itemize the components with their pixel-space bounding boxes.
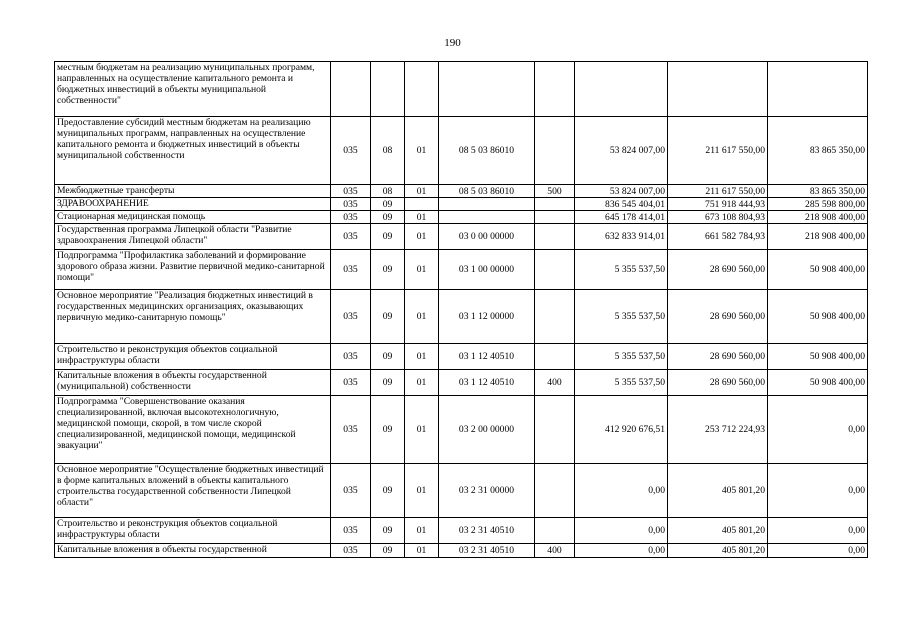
row-name: Капитальные вложения в объекты государственной [55, 544, 331, 558]
amount-year-2: 28 690 560,00 [668, 290, 768, 344]
amount-year-2: 405 801,20 [668, 518, 768, 544]
amount-year-2: 211 617 550,00 [668, 117, 768, 185]
table-row [55, 117, 868, 185]
ministry-code: 035 [331, 370, 371, 396]
expense-type [535, 396, 575, 464]
amount-year-1: 632 833 914,01 [575, 224, 668, 250]
row-name: Строительство и реконструкция объектов социальной инфраструктуры области [55, 518, 331, 544]
amount-year-1: 0,00 [575, 464, 668, 518]
ministry-code: 035 [331, 224, 371, 250]
amount-year-1: 0,00 [575, 518, 668, 544]
target-article: 03 2 31 40510 [439, 518, 535, 544]
ministry-code: 035 [331, 396, 371, 464]
subsection-code: 01 [405, 370, 439, 396]
target-article: 03 1 00 00000 [439, 250, 535, 290]
section-code: 09 [371, 518, 405, 544]
target-article [439, 211, 535, 224]
amount-year-1: 0,00 [575, 544, 668, 558]
expense-type [535, 224, 575, 250]
amount-year-3: 83 865 350,00 [768, 185, 868, 198]
subsection-code: 01 [405, 544, 439, 558]
amount-year-2: 28 690 560,00 [668, 370, 768, 396]
target-article: 03 0 00 00000 [439, 224, 535, 250]
table-row [55, 370, 868, 396]
amount-year-3: 50 908 400,00 [768, 370, 868, 396]
subsection-code: 01 [405, 518, 439, 544]
table-row [55, 464, 868, 518]
amount-year-3: 218 908 400,00 [768, 211, 868, 224]
ministry-code: 035 [331, 211, 371, 224]
target-article: 08 5 03 86010 [439, 117, 535, 185]
expense-type [535, 250, 575, 290]
subsection-code: 01 [405, 224, 439, 250]
target-article: 03 1 12 40510 [439, 344, 535, 370]
amount-year-1: 5 355 537,50 [575, 250, 668, 290]
ministry-code: 035 [331, 464, 371, 518]
amount-year-3: 50 908 400,00 [768, 290, 868, 344]
expense-type: 500 [535, 185, 575, 198]
expense-type [535, 211, 575, 224]
row-name: Капитальные вложения в объекты государственной (муниципальной) собственности [55, 370, 331, 396]
amount-year-2: 211 617 550,00 [668, 185, 768, 198]
target-article [439, 198, 535, 211]
amount-year-1: 5 355 537,50 [575, 344, 668, 370]
table-row [55, 518, 868, 544]
amount-year-1: 5 355 537,50 [575, 290, 668, 344]
ministry-code: 035 [331, 250, 371, 290]
row-name: Подпрограмма "Совершенствование оказания специализированной, включая высокотехнологичную, медицинской помощи, скорой, в том числе скорой специализированной, медицинской помощи, медицинской эвакуации" [55, 396, 331, 464]
amount-year-2: 751 918 444,93 [668, 198, 768, 211]
table-row [55, 290, 868, 344]
expense-type [535, 344, 575, 370]
amount-year-2: 405 801,20 [668, 464, 768, 518]
subsection-code [405, 198, 439, 211]
section-code: 09 [371, 464, 405, 518]
row-name: Предоставление субсидий местным бюджетам на реализацию муниципальных программ, направленных на осуществление капитального ремонта и бюджетных инвестиций в объекты муниципальной собственности [55, 117, 331, 185]
ministry-code: 035 [331, 198, 371, 211]
section-code: 08 [371, 185, 405, 198]
amount-year-3: 285 598 800,00 [768, 198, 868, 211]
ministry-code [331, 62, 371, 117]
amount-year-3: 218 908 400,00 [768, 224, 868, 250]
section-code: 09 [371, 211, 405, 224]
section-code: 09 [371, 224, 405, 250]
expense-type [535, 290, 575, 344]
amount-year-2: 28 690 560,00 [668, 344, 768, 370]
section-code: 08 [371, 117, 405, 185]
section-code: 09 [371, 290, 405, 344]
section-code [371, 62, 405, 117]
amount-year-1: 53 824 007,00 [575, 117, 668, 185]
section-code: 09 [371, 344, 405, 370]
table-row [55, 250, 868, 290]
expense-type [535, 62, 575, 117]
target-article: 03 1 12 40510 [439, 370, 535, 396]
row-name: Подпрограмма "Профилактика заболеваний и формирование здорового образа жизни. Развитие первичной медико-санитарной помощи" [55, 250, 331, 290]
ministry-code: 035 [331, 518, 371, 544]
table-row [55, 198, 868, 211]
table-row [55, 544, 868, 558]
budget-table [54, 61, 868, 558]
amount-year-2: 673 108 804,93 [668, 211, 768, 224]
subsection-code: 01 [405, 344, 439, 370]
amount-year-2: 28 690 560,00 [668, 250, 768, 290]
section-code: 09 [371, 396, 405, 464]
row-name: Государственная программа Липецкой области "Развитие здравоохранения Липецкой области" [55, 224, 331, 250]
expense-type: 400 [535, 370, 575, 396]
table-row [55, 224, 868, 250]
row-name: Основное мероприятие "Осуществление бюджетных инвестиций в форме капитальных вложений в объекты капитального строительства государственной собственности Липецкой области" [55, 464, 331, 518]
amount-year-1: 412 920 676,51 [575, 396, 668, 464]
amount-year-1: 645 178 414,01 [575, 211, 668, 224]
target-article: 03 2 31 40510 [439, 544, 535, 558]
section-code: 09 [371, 198, 405, 211]
amount-year-3: 83 865 350,00 [768, 117, 868, 185]
expense-type [535, 518, 575, 544]
expense-type [535, 117, 575, 185]
amount-year-3 [768, 62, 868, 117]
target-article: 08 5 03 86010 [439, 185, 535, 198]
amount-year-2: 661 582 784,93 [668, 224, 768, 250]
ministry-code: 035 [331, 185, 371, 198]
ministry-code: 035 [331, 117, 371, 185]
amount-year-1: 836 545 404,01 [575, 198, 668, 211]
amount-year-3: 0,00 [768, 464, 868, 518]
subsection-code: 01 [405, 117, 439, 185]
ministry-code: 035 [331, 344, 371, 370]
target-article: 03 2 00 00000 [439, 396, 535, 464]
amount-year-3: 0,00 [768, 518, 868, 544]
amount-year-3: 50 908 400,00 [768, 344, 868, 370]
target-article [439, 62, 535, 117]
row-name: Строительство и реконструкция объектов социальной инфраструктуры области [55, 344, 331, 370]
amount-year-1: 5 355 537,50 [575, 370, 668, 396]
amount-year-1: 53 824 007,00 [575, 185, 668, 198]
expense-type: 400 [535, 544, 575, 558]
subsection-code: 01 [405, 290, 439, 344]
ministry-code: 035 [331, 544, 371, 558]
row-name: Межбюджетные трансферты [55, 185, 331, 198]
subsection-code: 01 [405, 250, 439, 290]
ministry-code: 035 [331, 290, 371, 344]
row-name: ЗДРАВООХРАНЕНИЕ [55, 198, 331, 211]
section-code: 09 [371, 544, 405, 558]
row-name: местным бюджетам на реализацию муниципальных программ, направленных на осуществление капитального ремонта и бюджетных инвестиций в объекты муниципальной собственности" [55, 62, 331, 117]
amount-year-2: 405 801,20 [668, 544, 768, 558]
table-row [55, 185, 868, 198]
amount-year-3: 0,00 [768, 396, 868, 464]
subsection-code: 01 [405, 185, 439, 198]
row-name: Основное мероприятие "Реализация бюджетных инвестиций в государственных медицинских организациях, оказывающих первичную медико-санитарную помощь" [55, 290, 331, 344]
table-row [55, 344, 868, 370]
expense-type [535, 464, 575, 518]
amount-year-3: 0,00 [768, 544, 868, 558]
row-name: Стационарная медицинская помощь [55, 211, 331, 224]
subsection-code: 01 [405, 211, 439, 224]
subsection-code [405, 62, 439, 117]
subsection-code: 01 [405, 464, 439, 518]
amount-year-1 [575, 62, 668, 117]
amount-year-2: 253 712 224,93 [668, 396, 768, 464]
expense-type [535, 198, 575, 211]
amount-year-2 [668, 62, 768, 117]
target-article: 03 1 12 00000 [439, 290, 535, 344]
page-number: 190 [444, 37, 461, 49]
table-row [55, 211, 868, 224]
section-code: 09 [371, 250, 405, 290]
subsection-code: 01 [405, 396, 439, 464]
table-row [55, 62, 868, 117]
target-article: 03 2 31 00000 [439, 464, 535, 518]
amount-year-3: 50 908 400,00 [768, 250, 868, 290]
section-code: 09 [371, 370, 405, 396]
table-row [55, 396, 868, 464]
